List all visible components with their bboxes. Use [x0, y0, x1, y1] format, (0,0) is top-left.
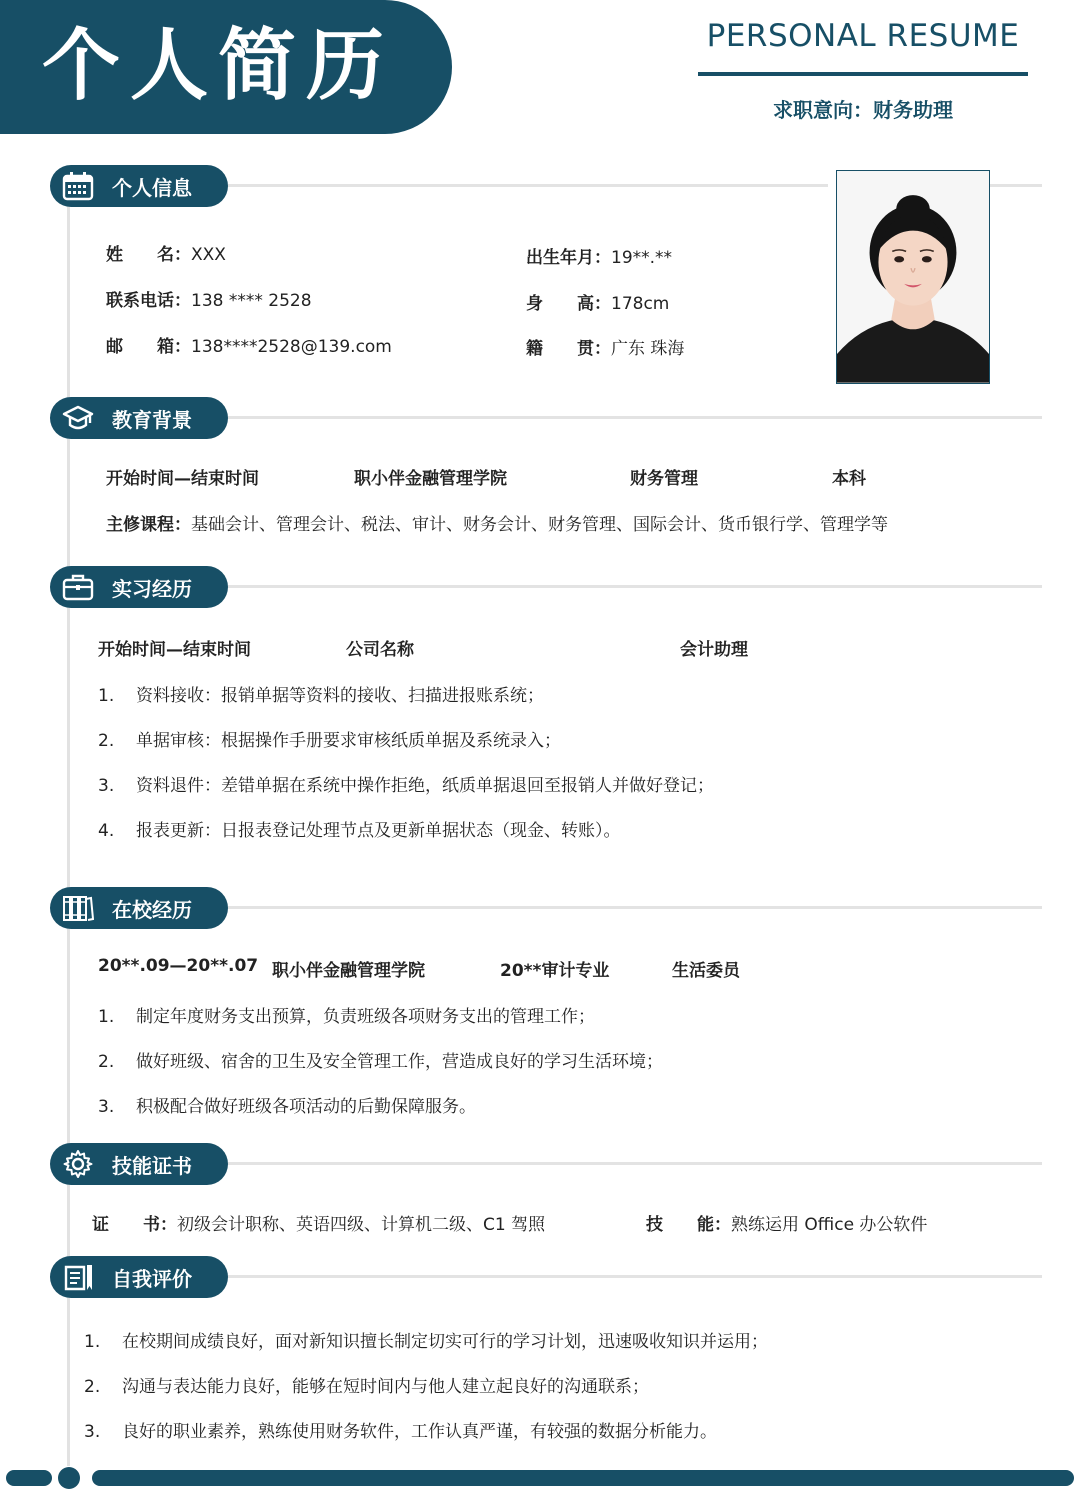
calendar-icon	[62, 171, 94, 201]
edu-degree: 本科	[832, 469, 866, 489]
skills-cert: 证 书：初级会计职称、英语四级、计算机二级、C1 驾照	[92, 1215, 546, 1235]
section-header-education	[50, 397, 228, 439]
briefcase-icon	[62, 572, 94, 602]
list-item: 1. 在校期间成绩良好，面对新知识擅长制定切实可行的学习计划，迅速吸收知识并运用；	[84, 1332, 768, 1352]
list-item: 4. 报表更新：日报表登记处理节点及更新单据状态（现金、转账）。	[98, 821, 621, 841]
job-objective: 求职意向：财务助理	[773, 98, 953, 122]
campus-role: 生活委员	[672, 961, 740, 981]
profile-photo	[836, 170, 990, 384]
info-email: 邮 箱：138****2528@139.com	[106, 337, 392, 357]
section-header-internship	[50, 566, 228, 608]
info-phone: 联系电话：138 **** 2528	[106, 291, 312, 311]
document-icon	[62, 1262, 94, 1292]
section-rule	[228, 416, 1042, 419]
section-title: 教育背景	[112, 407, 192, 432]
list-item: 3. 积极配合做好班级各项活动的后勤保障服务。	[98, 1097, 476, 1117]
campus-school: 职小伴金融管理学院	[272, 961, 425, 981]
graduation-cap-icon	[62, 403, 94, 433]
skills-skill: 技 能：熟练运用 Office 办公软件	[646, 1215, 928, 1235]
section-title: 技能证书	[112, 1153, 192, 1178]
section-rule	[228, 1162, 1042, 1165]
section-header-info	[50, 165, 228, 207]
section-header-campus	[50, 887, 228, 929]
section-header-skills	[50, 1143, 228, 1185]
info-birth: 出生年月：19**.**	[526, 248, 673, 268]
list-item: 2. 做好班级、宿舍的卫生及安全管理工作，营造成良好的学习生活环境；	[98, 1052, 663, 1072]
footer-dot	[58, 1467, 80, 1489]
info-height: 身 高：178cm	[526, 294, 670, 314]
section-rule	[228, 585, 1042, 588]
intern-position: 会计助理	[680, 640, 748, 660]
section-title: 个人信息	[112, 175, 192, 200]
footer-bar	[6, 1470, 52, 1486]
section-rule	[990, 184, 1042, 187]
edu-school: 职小伴金融管理学院	[354, 469, 507, 489]
section-rule	[228, 1275, 1042, 1278]
list-item: 1. 资料接收：报销单据等资料的接收、扫描进报账系统；	[98, 686, 544, 706]
list-item: 1. 制定年度财务支出预算，负责班级各项财务支出的管理工作；	[98, 1007, 595, 1027]
campus-major: 20**审计专业	[500, 961, 610, 981]
list-item: 2. 沟通与表达能力良好，能够在短时间内与他人建立起良好的沟通联系；	[84, 1377, 649, 1397]
section-rule	[228, 906, 1042, 909]
edu-major: 财务管理	[630, 469, 698, 489]
books-icon	[62, 893, 94, 923]
info-name: 姓 名：XXX	[106, 245, 226, 265]
section-rule	[228, 184, 828, 187]
intern-company: 公司名称	[346, 640, 414, 660]
gear-icon	[62, 1149, 94, 1179]
section-title: 在校经历	[112, 897, 192, 922]
page-title: 个人简历	[42, 21, 395, 111]
campus-period: 20**.09—20**.07	[98, 956, 259, 976]
intern-period: 开始时间—结束时间	[98, 640, 251, 660]
section-title: 实习经历	[112, 576, 192, 601]
footer-bar	[92, 1470, 1074, 1486]
section-header-self	[50, 1256, 228, 1298]
title-rule	[698, 72, 1028, 76]
section-title: 自我评价	[112, 1266, 192, 1291]
list-item: 3. 资料退件：差错单据在系统中操作拒绝，纸质单据退回至报销人并做好登记；	[98, 776, 714, 796]
list-item: 3. 良好的职业素养，熟练使用财务软件，工作认真严谨，有较强的数据分析能力。	[84, 1422, 717, 1442]
list-item: 2. 单据审核：根据操作手册要求审核纸质单据及系统录入；	[98, 731, 561, 751]
edu-courses: 主修课程：基础会计、管理会计、税法、审计、财务会计、财务管理、国际会计、货币银行学、管理学等	[106, 515, 888, 535]
edu-period: 开始时间—结束时间	[106, 469, 259, 489]
english-title: PERSONAL RESUME	[706, 18, 1020, 54]
info-origin: 籍 贯：广东 珠海	[526, 339, 685, 359]
